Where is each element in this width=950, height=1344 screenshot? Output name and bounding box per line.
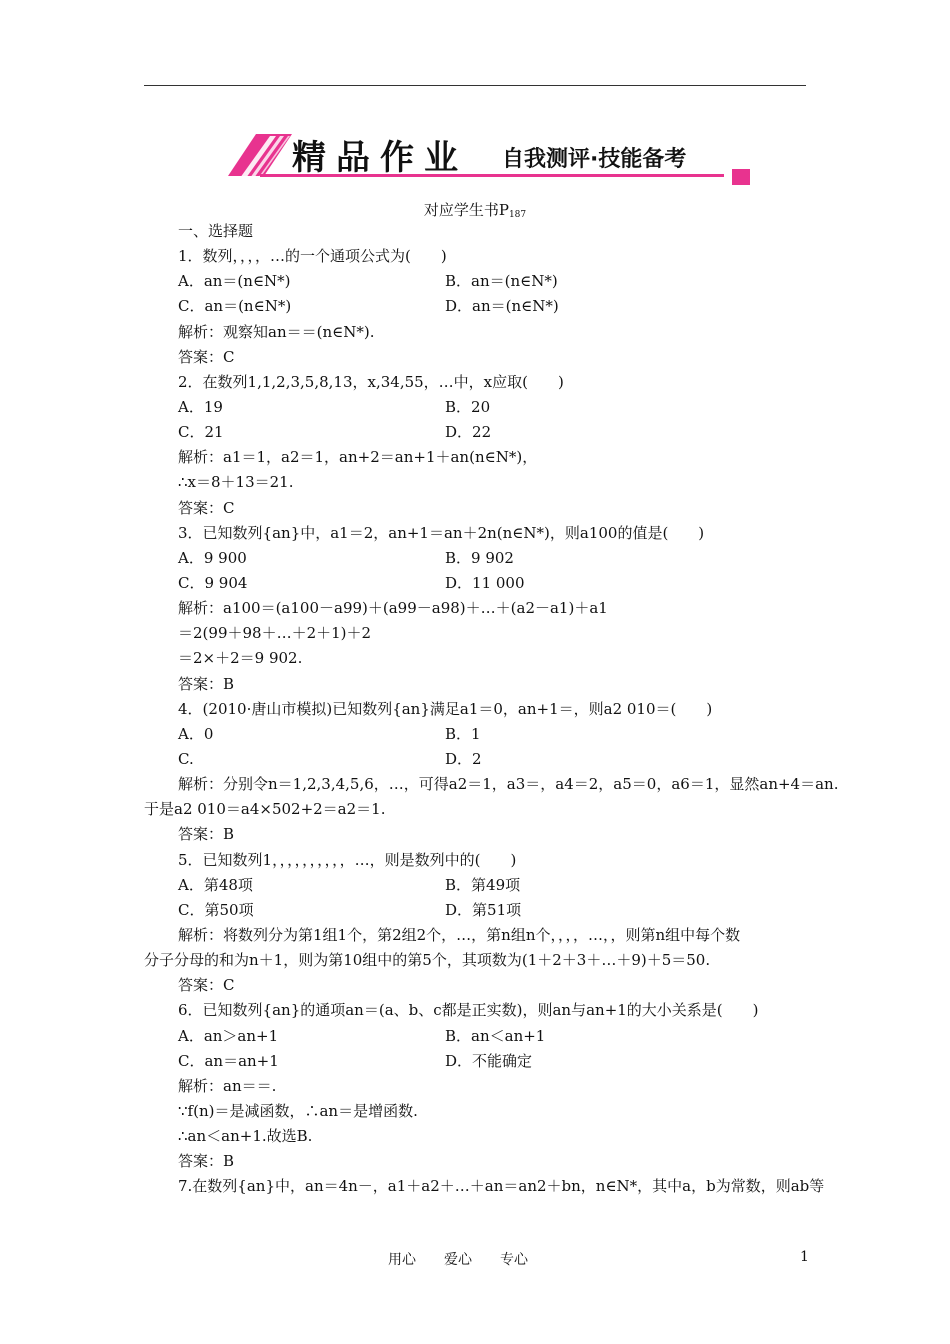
text-line xyxy=(178,320,808,345)
text-line xyxy=(178,370,808,395)
line-text: 一、选择题 xyxy=(178,222,254,240)
text-line xyxy=(178,672,808,697)
option-right: D．2 xyxy=(445,749,482,768)
text-line xyxy=(178,1074,808,1099)
text-line xyxy=(178,873,808,898)
header-rule xyxy=(144,85,806,86)
text-line xyxy=(178,1149,808,1174)
line-text: 解析：an＝＝. xyxy=(178,1076,277,1095)
text-line xyxy=(178,571,808,596)
line-text: 解析：分别令n＝1,2,3,4,5,6，…，可得a2＝1，a3＝，a4＝2，a5＝0，a6＝1，显然an+4＝an. xyxy=(178,775,839,794)
line-text: 答案：B xyxy=(178,1152,235,1171)
line-text: ∴an＜an+1.故选B. xyxy=(178,1127,313,1146)
line-text: 解析：将数列分为第1组1个，第2组2个，…，第n组n个，，，，…，，则第n组中每个数 xyxy=(178,925,741,944)
option-right: B．an＜an+1 xyxy=(445,1026,546,1045)
option-right: B．第49项 xyxy=(445,875,521,894)
text-line xyxy=(178,496,808,521)
text-line xyxy=(178,445,808,470)
option-left: C．21 xyxy=(178,423,224,442)
text-line xyxy=(178,898,808,923)
line-text: 解析：a100＝(a100－a99)＋(a99－a98)＋…＋(a2－a1)＋a1 xyxy=(178,599,608,618)
text-line xyxy=(178,420,808,445)
line-text: ＝2(99＋98＋…＋2＋1)＋2 xyxy=(178,624,372,643)
line-text: 答案：C xyxy=(178,498,235,517)
line-text: 3．已知数列{an}中，a1＝2，an+1＝an＋2n(n∈N*)，则a100的值是( ) xyxy=(178,523,705,542)
option-left: A．第48项 xyxy=(178,875,253,894)
line-text: 6．已知数列{an}的通项an＝(a、b、c都是正实数)，则an与an+1的大小关系是( ) xyxy=(178,1001,759,1020)
text-line xyxy=(178,1024,808,1049)
text-line xyxy=(178,244,808,269)
text-line xyxy=(178,998,808,1023)
text-line xyxy=(178,722,808,747)
line-text: 解析：a1＝1，a2＝1，an+2＝an+1＋an(n∈N*)， xyxy=(178,448,538,467)
option-left: C．an＝an+1 xyxy=(178,1051,279,1070)
line-text: 2．在数列1,1,2,3,5,8,13，x,34,55，…中，x应取( ) xyxy=(178,372,564,391)
line-text: 答案：B xyxy=(178,674,235,693)
option-right: B．1 xyxy=(445,724,481,743)
text-line xyxy=(178,521,808,546)
line-text: 于是a2 010＝a4×502+2＝a2＝1. xyxy=(144,800,386,819)
text-line xyxy=(178,1124,808,1149)
option-right: B．9 902 xyxy=(445,548,514,567)
text-line xyxy=(178,848,808,873)
option-right: D．22 xyxy=(445,423,492,442)
option-left: A．9 900 xyxy=(178,548,247,567)
text-line xyxy=(178,269,808,294)
text-line xyxy=(178,546,808,571)
option-left: C．an＝(n∈N*) xyxy=(178,297,292,316)
option-left: A．an＝(n∈N*) xyxy=(178,272,291,291)
text-line xyxy=(144,948,808,973)
footer-motto: 用心 爱心 专心 xyxy=(388,1252,528,1268)
option-left: A．19 xyxy=(178,397,223,416)
option-left: A．0 xyxy=(178,724,214,743)
option-right: D．an＝(n∈N*) xyxy=(445,297,559,316)
option-right: B．20 xyxy=(445,397,491,416)
text-line xyxy=(178,470,808,495)
line-text: 分子分母的和为n＋1，则为第10组中的第5个，其项数为(1＋2＋3＋…＋9)＋5＝50. xyxy=(144,951,711,970)
line-text: ∵f(n)＝是减函数，∴an＝是增函数. xyxy=(178,1101,418,1120)
section-banner xyxy=(226,128,756,190)
banner-subtitle: 自我测评·技能备考 xyxy=(502,147,687,172)
text-line xyxy=(178,219,808,244)
option-left: C．9 904 xyxy=(178,573,248,592)
line-text: ＝2×＋2＝9 902. xyxy=(178,649,303,668)
text-line xyxy=(144,797,808,822)
line-text: 答案：C xyxy=(178,976,235,995)
option-right: B．an＝(n∈N*) xyxy=(445,272,558,291)
text-line xyxy=(178,345,808,370)
option-right: D．11 000 xyxy=(445,573,525,592)
banner-title: 精品作业 xyxy=(292,138,468,178)
text-line xyxy=(178,294,808,319)
line-text: 1．数列，，，，…的一个通项公式为( ) xyxy=(178,247,447,266)
text-line xyxy=(178,747,808,772)
option-right: D．第51项 xyxy=(445,900,522,919)
option-left: C．第50项 xyxy=(178,900,254,919)
line-text: 答案：B xyxy=(178,825,235,844)
option-left: A．an＞an+1 xyxy=(178,1026,279,1045)
text-line xyxy=(178,973,808,998)
text-line xyxy=(178,395,808,420)
line-text: 答案：C xyxy=(178,347,235,366)
line-text: 5．已知数列1，，，，，，，，，，…，则是数列中的( ) xyxy=(178,850,517,869)
page-number: 1 xyxy=(800,1249,809,1265)
text-line xyxy=(178,822,808,847)
option-right: D．不能确定 xyxy=(445,1051,533,1070)
line-text: 7.在数列{an}中，an＝4n－，a1＋a2＋…＋an＝an2＋bn，n∈N*，其中a，b为常数，则ab等 xyxy=(178,1177,825,1196)
exercise-content xyxy=(144,219,839,1199)
text-line xyxy=(178,1099,808,1124)
line-text: 解析：观察知an＝＝(n∈N*). xyxy=(178,322,375,341)
text-line xyxy=(178,596,808,621)
text-line xyxy=(178,1174,825,1199)
text-line xyxy=(178,772,839,797)
text-line xyxy=(178,923,808,948)
text-line xyxy=(178,1049,808,1074)
line-text: 4．(2010·唐山市模拟)已知数列{an}满足a1＝0，an+1＝，则a2 010＝( ) xyxy=(178,699,713,718)
text-line xyxy=(178,621,808,646)
line-text: ∴x＝8＋13＝21. xyxy=(178,473,294,492)
text-line xyxy=(178,697,808,722)
textbook-reference: 对应学生书$P_{187}$ xyxy=(423,201,527,220)
text-line xyxy=(178,646,808,671)
option-left: C. xyxy=(178,749,194,768)
